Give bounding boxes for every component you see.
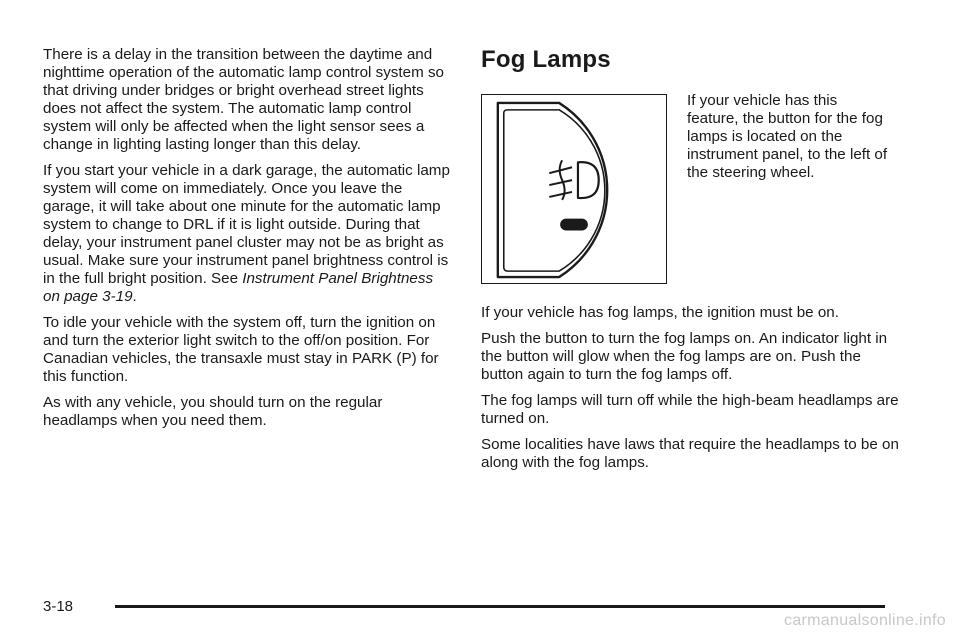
- cross-reference-link[interactable]: Instrument Panel Brightness on page 3-19: [43, 270, 434, 305]
- paragraph-dark-garage-text: If you start your vehicle in a dark garage, the automatic lamp system will come on immediately. Once you leave the garage, it will take about one minute for the automatic lamp system to change to DRL if it is light outside. During that delay, your instrument panel cluster may not be as bright as usual. Make sure your instrument panel brightness control is in the full bright position. See: [43, 162, 450, 287]
- figure-row: [481, 94, 901, 284]
- footer-rule: [115, 605, 885, 608]
- figure-caption: If your vehicle has this feature, the button for the fog lamps is located on the instrument panel, to the left of the steering wheel.: [687, 92, 888, 181]
- paragraph-high-beam: The fog lamps will turn off while the high-beam headlamps are turned on.: [481, 392, 899, 427]
- paragraph-push-button: Push the button to turn the fog lamps on. An indicator light in the button will glow when the fog lamps are on. Push the button again to turn the fog lamps off.: [481, 330, 888, 383]
- right-column: [481, 46, 901, 480]
- fog-lamp-button-icon: [482, 95, 666, 283]
- paragraph-idle-vehicle: To idle your vehicle with the system off, turn the ignition on and turn the exterior light switch to the off/on position. For Canadian vehicles, the transaxle must stay in PARK (P) for this function.: [43, 314, 439, 385]
- paragraph-local-laws: Some localities have laws that require the headlamps to be on along with the fog lamps.: [481, 436, 899, 471]
- paragraph-regular-headlamps: As with any vehicle, you should turn on the regular headlamps when you need them.: [43, 394, 383, 429]
- section-heading: Fog Lamps: [481, 46, 611, 73]
- fog-lamp-button-illustration: [481, 94, 667, 284]
- page-footer: [43, 596, 885, 616]
- watermark: carmanualsonline.info: [784, 612, 946, 629]
- page-number: 3-18: [43, 597, 74, 615]
- paragraph-dark-garage-end: .: [132, 288, 137, 305]
- paragraph-lamp-delay: There is a delay in the transition between the daytime and nighttime operation of the automatic lamp control system so that driving under bridges or bright overhead street lights does not affect the system. The automatic lamp control system will only be affected when the light sensor sees a change in lighting lasting longer than this delay.: [43, 46, 444, 153]
- left-column: [43, 46, 453, 438]
- paragraph-dark-garage: [43, 162, 453, 306]
- paragraph-ignition: If your vehicle has fog lamps, the ignition must be on.: [481, 304, 839, 321]
